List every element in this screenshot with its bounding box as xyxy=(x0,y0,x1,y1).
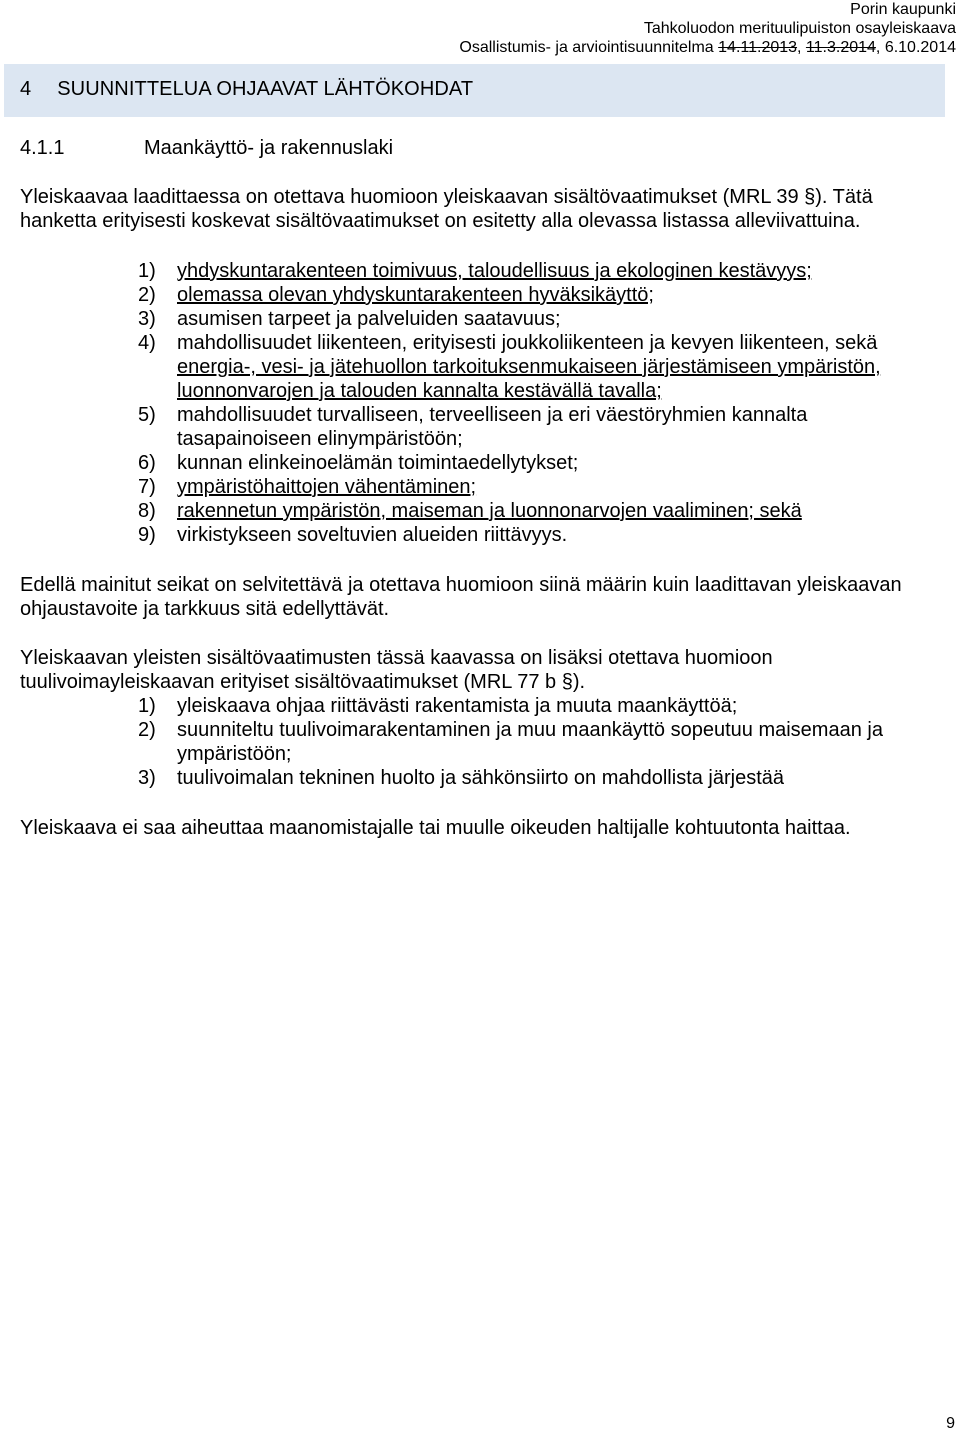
list-item xyxy=(138,499,938,523)
header-date-2: 11.3.2014 xyxy=(805,39,876,56)
list-item-text: kunnan elinkeinoelämän toimintaedellytykset; xyxy=(177,452,579,474)
list-item xyxy=(138,523,938,547)
paragraph-wind-requirements: Yleiskaavan yleisten sisältövaatimusten tässä kaavassa on lisäksi otettava huomioon tuulivoimayleiskaavan erityiset sisältövaatimukset (MRL 77 b §). xyxy=(20,647,773,693)
list-item xyxy=(138,718,938,766)
page-number: 9 xyxy=(946,1415,955,1432)
list-item-number: 3) xyxy=(138,308,156,330)
list-item-number: 1) xyxy=(138,695,156,717)
list-item-number: 1) xyxy=(138,260,156,282)
list-item-text: yhdyskuntarakenteen toimivuus, taloudellisuus ja ekologinen kestävyys; xyxy=(177,260,812,282)
list-item-number: 2) xyxy=(138,719,156,741)
content-requirements-list xyxy=(138,259,938,547)
list-item xyxy=(138,766,938,790)
list-item xyxy=(138,307,938,331)
paragraph-considerations: Edellä mainitut seikat on selvitettävä ja otettava huomioon siinä määrin kuin laadittavan yleiskaavan ohjaustavoite ja tarkkuus sitä edellyttävät. xyxy=(20,574,902,620)
subsection-heading xyxy=(20,136,393,160)
section-heading xyxy=(20,77,473,101)
list-item-number: 2) xyxy=(138,284,156,306)
header-doc-type: Osallistumis- ja arviointisuunnitelma xyxy=(459,39,719,56)
list-item xyxy=(138,475,938,499)
list-item-text: suunniteltu tuulivoimarakentaminen ja muu maankäyttö sopeutuu maisemaan ja ympäristöön; xyxy=(177,719,883,765)
list-item-number: 6) xyxy=(138,452,156,474)
header-date-1: 14.11.2013 xyxy=(718,39,798,56)
list-item-text-plain: mahdollisuudet liikenteen, erityisesti joukkoliikenteen ja kevyen liikenteen, sekä xyxy=(177,332,878,354)
list-item xyxy=(138,283,938,307)
list-item-number: 7) xyxy=(138,476,156,498)
subsection-title: Maankäyttö- ja rakennuslaki xyxy=(144,137,394,159)
list-item-number: 8) xyxy=(138,500,156,522)
list-item-number: 5) xyxy=(138,404,156,426)
list-item xyxy=(138,331,938,403)
header-plan-name: Tahkoluodon merituulipuiston osayleiskaava xyxy=(643,20,956,37)
section-heading-bar xyxy=(4,64,945,117)
list-item-text-underlined: energia-, vesi- ja jätehuollon tarkoituksenmukaiseen järjestämiseen ympäristön, luonnonvarojen ja talouden kannalta kestävällä tavalla; xyxy=(177,356,881,402)
list-item-text: asumisen tarpeet ja palveluiden saatavuus; xyxy=(177,308,561,330)
list-item-number: 4) xyxy=(138,332,156,354)
page-header xyxy=(459,0,956,57)
list-item-text: yleiskaava ohjaa riittävästi rakentamista ja muuta maankäyttöä; xyxy=(177,695,738,717)
intro-paragraph: Yleiskaavaa laadittaessa on otettava huomioon yleiskaavan sisältövaatimukset (MRL 39 §). Tätä hanketta erityisesti koskevat sisältövaatimukset on esitetty alla olevassa listassa alleviivattuina. xyxy=(20,186,873,232)
list-item-text: ympäristöhaittojen vähentäminen; xyxy=(177,476,477,498)
subsection-number: 4.1.1 xyxy=(20,137,65,159)
header-organization: Porin kaupunki xyxy=(850,1,956,18)
list-item xyxy=(138,694,938,718)
header-separator: , xyxy=(797,39,806,56)
header-document-dates xyxy=(459,38,956,57)
list-item xyxy=(138,403,938,451)
section-title: SUUNNITTELUA OHJAAVAT LÄHTÖKOHDAT xyxy=(57,78,474,100)
list-item xyxy=(138,259,938,283)
header-date-3: , 6.10.2014 xyxy=(875,39,956,56)
list-item-text: rakennetun ympäristön, maiseman ja luonnonarvojen vaaliminen; sekä xyxy=(177,500,802,522)
list-item-text: tuulivoimalan tekninen huolto ja sähkönsiirto on mahdollista järjestää xyxy=(177,767,785,789)
list-item-text: virkistykseen soveltuvien alueiden riittävyys. xyxy=(177,524,568,546)
wind-requirements-list xyxy=(138,694,938,790)
paragraph-landowner: Yleiskaava ei saa aiheuttaa maanomistajalle tai muulle oikeuden haltijalle kohtuutonta haittaa. xyxy=(20,817,851,839)
list-item-text: olemassa olevan yhdyskuntarakenteen hyväksikäyttö; xyxy=(177,284,654,306)
list-item-text xyxy=(177,331,938,403)
list-item-number: 3) xyxy=(138,767,156,789)
list-item-text: mahdollisuudet turvalliseen, terveelliseen ja eri väestöryhmien kannalta tasapainoiseen elinympäristöön; xyxy=(177,404,808,450)
list-item-number: 9) xyxy=(138,524,156,546)
list-item xyxy=(138,451,938,475)
section-number: 4 xyxy=(20,78,32,100)
